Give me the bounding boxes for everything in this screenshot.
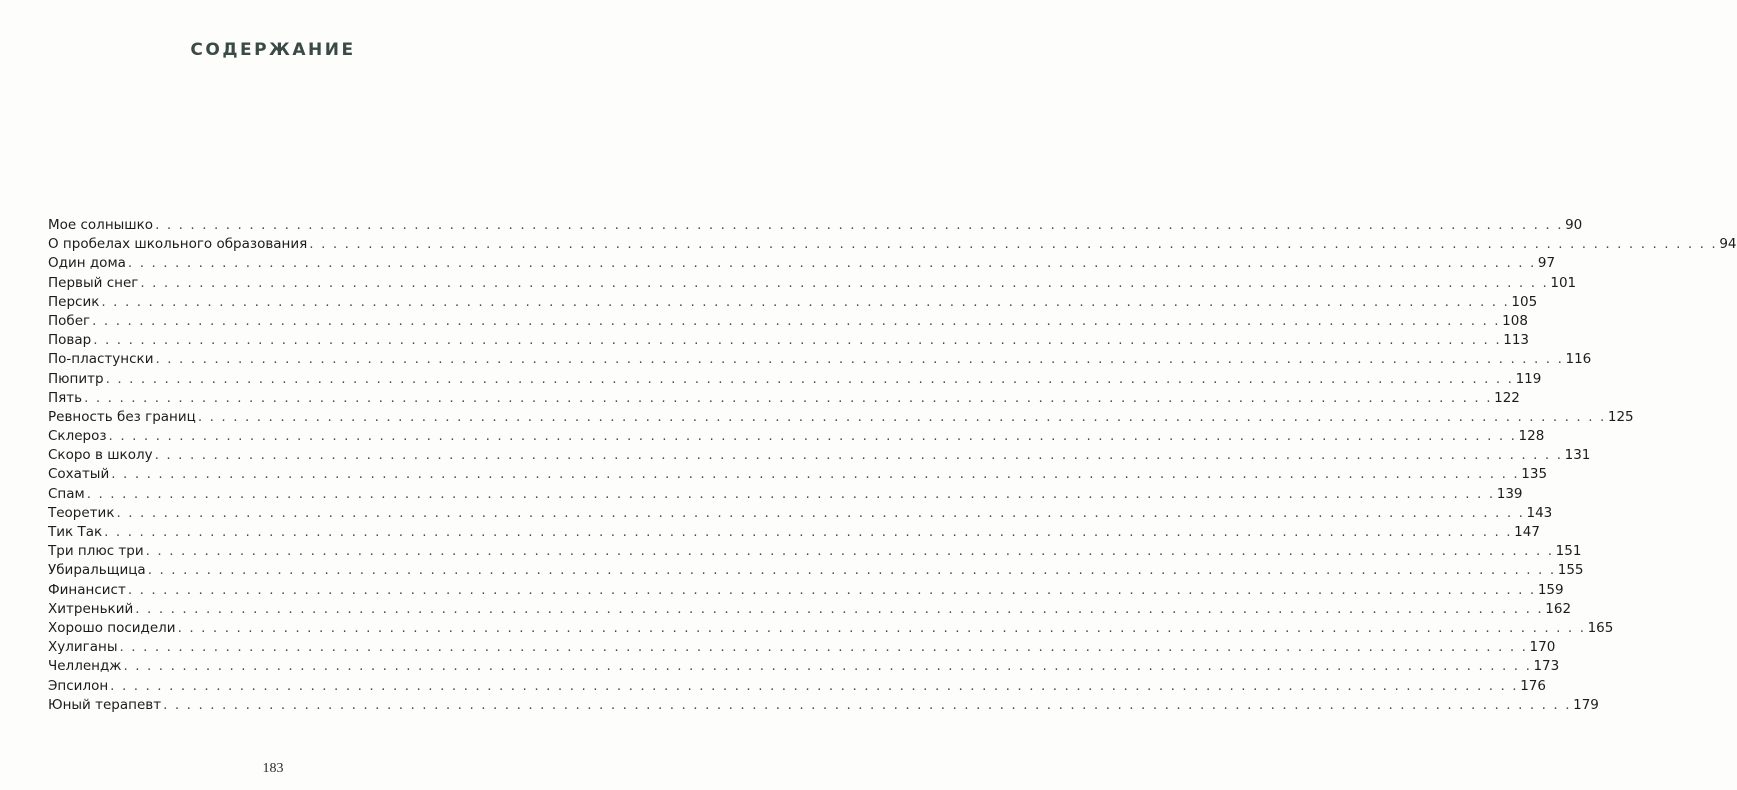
toc-entry — [48, 427, 1545, 446]
toc-entry-title: Челлендж — [48, 658, 122, 675]
toc-entry-title: По-пластунски — [48, 351, 154, 368]
toc-entry — [48, 677, 1546, 696]
toc-entry-title: Хулиганы — [48, 639, 118, 656]
toc-entry — [48, 600, 1572, 619]
toc-entry-title: Персик — [48, 293, 100, 310]
toc-entry-title: Один дома — [48, 255, 126, 272]
toc-entry-page: 155 — [1557, 562, 1584, 579]
toc-entry — [48, 561, 1584, 580]
toc-entry-page: 131 — [1564, 447, 1591, 464]
toc-entry — [48, 504, 1553, 523]
toc-entry — [48, 370, 1542, 389]
toc-entry-title: Склероз — [48, 428, 107, 445]
toc-entry — [48, 254, 1556, 273]
toc-entry-page: 147 — [1514, 524, 1540, 540]
toc-entry — [48, 293, 1538, 312]
toc-entry — [48, 696, 1599, 715]
toc-entry-page: 105 — [1511, 293, 1538, 310]
dot-leader: . . . . . . . . . . . . . . . . . . . . . . . . . . . . . . . . . . . . . . . . . . . . . . . . . . . . . . . . . . . . . . . . . . . . . . . . . . . . . . . . . . . . . . . . . . . . . . . . . . . . . . . . . . . . . . . . . . . . . . . . — [127, 581, 1536, 598]
toc-entry — [48, 408, 1634, 427]
toc-entry-page: 125 — [1607, 408, 1634, 425]
toc-entry-title: Спам — [48, 485, 85, 502]
toc-entry-page: 101 — [1550, 274, 1577, 291]
toc-entry — [48, 581, 1564, 600]
dot-leader: . . . . . . . . . . . . . . . . . . . . . . . . . . . . . . . . . . . . . . . . . . . . . . . . . . . . . . . . . . . . . . . . . . . . . . . . . . . . . . . . . . . . . . . . . . . . . . . . . . . . . . . . . . . . . . . . . . . . . . . . — [104, 524, 1513, 540]
table-of-contents — [48, 216, 1737, 715]
toc-entry-title: Эпсилон — [48, 677, 109, 694]
toc-entry-page: 170 — [1529, 639, 1556, 656]
toc-entry-page: 151 — [1555, 543, 1582, 560]
dot-leader: . . . . . . . . . . . . . . . . . . . . . . . . . . . . . . . . . . . . . . . . . . . . . . . . . . . . . . . . . . . . . . . . . . . . . . . . . . . . . . . . . . . . . . . . . . . . . . . . . . . . . . . . . . . . . . . . . . . . . . . . — [101, 293, 1510, 310]
dot-leader: . . . . . . . . . . . . . . . . . . . . . . . . . . . . . . . . . . . . . . . . . . . . . . . . . . . . . . . . . . . . . . . . . . . . . . . . . . . . . . . . . . . . . . . . . . . . . . . . . . . . . . . . . . . . . . . . . . . . . . . . — [108, 428, 1517, 445]
toc-entry — [48, 619, 1614, 638]
toc-entry-page: 119 — [1515, 370, 1542, 387]
dot-leader: . . . . . . . . . . . . . . . . . . . . . . . . . . . . . . . . . . . . . . . . . . . . . . . . . . . . . . . . . . . . . . . . . . . . . . . . . . . . . . . . . . . . . . . . . . . . . . . . . . . . . . . . . . . . . . . . . . . . . . . . — [119, 639, 1528, 656]
toc-entry — [48, 523, 1540, 542]
toc-entry — [48, 312, 1528, 331]
toc-entry-page: 135 — [1521, 466, 1548, 483]
toc-entry-title: Убиральщица — [48, 562, 146, 579]
dot-leader: . . . . . . . . . . . . . . . . . . . . . . . . . . . . . . . . . . . . . . . . . . . . . . . . . . . . . . . . . . . . . . . . . . . . . . . . . . . . . . . . . . . . . . . . . . . . . . . . . . . . . . . . . . . . . . . . . . . . . . . . — [123, 658, 1532, 675]
toc-entry-page: 122 — [1494, 389, 1520, 406]
page-number: 183 — [262, 761, 284, 776]
toc-entry-title: Хитренький — [48, 600, 134, 617]
toc-entry-title: Три плюс три — [48, 543, 144, 560]
dot-leader: . . . . . . . . . . . . . . . . . . . . . . . . . . . . . . . . . . . . . . . . . . . . . . . . . . . . . . . . . . . . . . . . . . . . . . . . . . . . . . . . . . . . . . . . . . . . . . . . . . . . . . . . . . . . . . . . . . . . . . . . — [127, 255, 1536, 272]
dot-leader: . . . . . . . . . . . . . . . . . . . . . . . . . . . . . . . . . . . . . . . . . . . . . . . . . . . . . . . . . . . . . . . . . . . . . . . . . . . . . . . . . . . . . . . . . . . . . . . . . . . . . . . . . . . . . . . . . . . . . . . . — [140, 274, 1549, 291]
dot-leader: . . . . . . . . . . . . . . . . . . . . . . . . . . . . . . . . . . . . . . . . . . . . . . . . . . . . . . . . . . . . . . . . . . . . . . . . . . . . . . . . . . . . . . . . . . . . . . . . . . . . . . . . . . . . . . . . . . . . . . . . — [147, 562, 1556, 579]
toc-entry-page: 159 — [1537, 581, 1564, 598]
toc-entry-title: Хорошо посидели — [48, 619, 176, 636]
dot-leader: . . . . . . . . . . . . . . . . . . . . . . . . . . . . . . . . . . . . . . . . . . . . . . . . . . . . . . . . . . . . . . . . . . . . . . . . . . . . . . . . . . . . . . . . . . . . . . . . . . . . . . . . . . . . . . . . . . . . . . . . — [135, 600, 1544, 617]
toc-entry-page: 143 — [1526, 504, 1553, 521]
dot-leader: . . . . . . . . . . . . . . . . . . . . . . . . . . . . . . . . . . . . . . . . . . . . . . . . . . . . . . . . . . . . . . . . . . . . . . . . . . . . . . . . . . . . . . . . . . . . . . . . . . . . . . . . . . . . . . . . . . . . . . . . — [154, 447, 1563, 464]
toc-entry-page: 94 — [1719, 236, 1737, 253]
toc-entry-title: Мое солнышко — [48, 217, 154, 233]
toc-entry — [48, 389, 1520, 408]
dot-leader: . . . . . . . . . . . . . . . . . . . . . . . . . . . . . . . . . . . . . . . . . . . . . . . . . . . . . . . . . . . . . . . . . . . . . . . . . . . . . . . . . . . . . . . . . . . . . . . . . . . . . . . . . . . . . . . . . . . . . . . . — [145, 543, 1554, 560]
toc-entry-title: Побег — [48, 312, 91, 329]
dot-leader: . . . . . . . . . . . . . . . . . . . . . . . . . . . . . . . . . . . . . . . . . . . . . . . . . . . . . . . . . . . . . . . . . . . . . . . . . . . . . . . . . . . . . . . . . . . . . . . . . . . . . . . . . . . . . . . . . . . . . . . . — [309, 236, 1718, 253]
toc-entry-page: 97 — [1537, 255, 1556, 272]
toc-entry — [48, 331, 1530, 350]
toc-entry-title: Первый снег — [48, 274, 139, 291]
toc-entry-title: Скоро в школу — [48, 447, 153, 464]
dot-leader: . . . . . . . . . . . . . . . . . . . . . . . . . . . . . . . . . . . . . . . . . . . . . . . . . . . . . . . . . . . . . . . . . . . . . . . . . . . . . . . . . . . . . . . . . . . . . . . . . . . . . . . . . . . . . . . . . . . . . . . . — [84, 389, 1493, 406]
toc-entry-title: Повар — [48, 332, 92, 349]
toc-entry-title: Теоретик — [48, 504, 115, 521]
toc-entry-title: Пюпитр — [48, 370, 104, 387]
toc-entry-title: Юный терапевт — [48, 696, 162, 713]
toc-entry — [48, 235, 1737, 254]
toc-entry-page: 90 — [1565, 217, 1583, 233]
toc-entry-title: Сохатый — [48, 466, 110, 483]
toc-entry-page: 179 — [1573, 696, 1599, 713]
dot-leader: . . . . . . . . . . . . . . . . . . . . . . . . . . . . . . . . . . . . . . . . . . . . . . . . . . . . . . . . . . . . . . . . . . . . . . . . . . . . . . . . . . . . . . . . . . . . . . . . . . . . . . . . . . . . . . . . . . . . . . . . — [93, 332, 1502, 349]
toc-entry — [48, 657, 1560, 676]
toc-entry-page: 113 — [1503, 332, 1530, 349]
toc-entry-title: Ревность без границ — [48, 408, 196, 425]
dot-leader: . . . . . . . . . . . . . . . . . . . . . . . . . . . . . . . . . . . . . . . . . . . . . . . . . . . . . . . . . . . . . . . . . . . . . . . . . . . . . . . . . . . . . . . . . . . . . . . . . . . . . . . . . . . . . . . . . . . . . . . . — [110, 677, 1519, 694]
toc-entry — [48, 216, 1583, 235]
toc-entry-page: 165 — [1587, 619, 1614, 636]
dot-leader: . . . . . . . . . . . . . . . . . . . . . . . . . . . . . . . . . . . . . . . . . . . . . . . . . . . . . . . . . . . . . . . . . . . . . . . . . . . . . . . . . . . . . . . . . . . . . . . . . . . . . . . . . . . . . . . . . . . . . . . . — [86, 485, 1495, 502]
toc-entry-page: 173 — [1533, 658, 1560, 675]
page-title: СОДЕРЖАНИЕ — [190, 40, 356, 60]
dot-leader: . . . . . . . . . . . . . . . . . . . . . . . . . . . . . . . . . . . . . . . . . . . . . . . . . . . . . . . . . . . . . . . . . . . . . . . . . . . . . . . . . . . . . . . . . . . . . . . . . . . . . . . . . . . . . . . . . . . . . . . . — [155, 351, 1564, 368]
toc-entry-title: Тик Так — [48, 524, 103, 540]
dot-leader: . . . . . . . . . . . . . . . . . . . . . . . . . . . . . . . . . . . . . . . . . . . . . . . . . . . . . . . . . . . . . . . . . . . . . . . . . . . . . . . . . . . . . . . . . . . . . . . . . . . . . . . . . . . . . . . . . . . . . . . . — [92, 312, 1501, 329]
toc-entry — [48, 350, 1592, 369]
toc-entry — [48, 542, 1582, 561]
dot-leader: . . . . . . . . . . . . . . . . . . . . . . . . . . . . . . . . . . . . . . . . . . . . . . . . . . . . . . . . . . . . . . . . . . . . . . . . . . . . . . . . . . . . . . . . . . . . . . . . . . . . . . . . . . . . . . . . . . . . . . . . — [163, 696, 1572, 713]
toc-entry — [48, 465, 1548, 484]
toc-entry-page: 139 — [1496, 485, 1523, 502]
toc-entry — [48, 274, 1577, 293]
toc-entry-title: Финансист — [48, 581, 126, 598]
dot-leader: . . . . . . . . . . . . . . . . . . . . . . . . . . . . . . . . . . . . . . . . . . . . . . . . . . . . . . . . . . . . . . . . . . . . . . . . . . . . . . . . . . . . . . . . . . . . . . . . . . . . . . . . . . . . . . . . . . . . . . . . — [105, 370, 1514, 387]
toc-entry — [48, 446, 1591, 465]
toc-entry-page: 108 — [1502, 312, 1528, 329]
toc-entry-title: О пробелах школьного образования — [48, 236, 308, 253]
dot-leader: . . . . . . . . . . . . . . . . . . . . . . . . . . . . . . . . . . . . . . . . . . . . . . . . . . . . . . . . . . . . . . . . . . . . . . . . . . . . . . . . . . . . . . . . . . . . . . . . . . . . . . . . . . . . . . . . . . . . . . . . — [197, 408, 1606, 425]
toc-entry — [48, 638, 1556, 657]
toc-entry-page: 162 — [1545, 600, 1572, 617]
toc-entry — [48, 485, 1523, 504]
toc-entry-page: 128 — [1518, 428, 1545, 445]
dot-leader: . . . . . . . . . . . . . . . . . . . . . . . . . . . . . . . . . . . . . . . . . . . . . . . . . . . . . . . . . . . . . . . . . . . . . . . . . . . . . . . . . . . . . . . . . . . . . . . . . . . . . . . . . . . . . . . . . . . . . . . . — [111, 466, 1520, 483]
toc-entry-page: 116 — [1565, 351, 1592, 368]
toc-entry-page: 176 — [1520, 677, 1546, 694]
dot-leader: . . . . . . . . . . . . . . . . . . . . . . . . . . . . . . . . . . . . . . . . . . . . . . . . . . . . . . . . . . . . . . . . . . . . . . . . . . . . . . . . . . . . . . . . . . . . . . . . . . . . . . . . . . . . . . . . . . . . . . . . — [177, 619, 1586, 636]
toc-entry-title: Пять — [48, 389, 83, 406]
dot-leader: . . . . . . . . . . . . . . . . . . . . . . . . . . . . . . . . . . . . . . . . . . . . . . . . . . . . . . . . . . . . . . . . . . . . . . . . . . . . . . . . . . . . . . . . . . . . . . . . . . . . . . . . . . . . . . . . . . . . . . . . — [155, 217, 1564, 233]
dot-leader: . . . . . . . . . . . . . . . . . . . . . . . . . . . . . . . . . . . . . . . . . . . . . . . . . . . . . . . . . . . . . . . . . . . . . . . . . . . . . . . . . . . . . . . . . . . . . . . . . . . . . . . . . . . . . . . . . . . . . . . . — [116, 504, 1525, 521]
